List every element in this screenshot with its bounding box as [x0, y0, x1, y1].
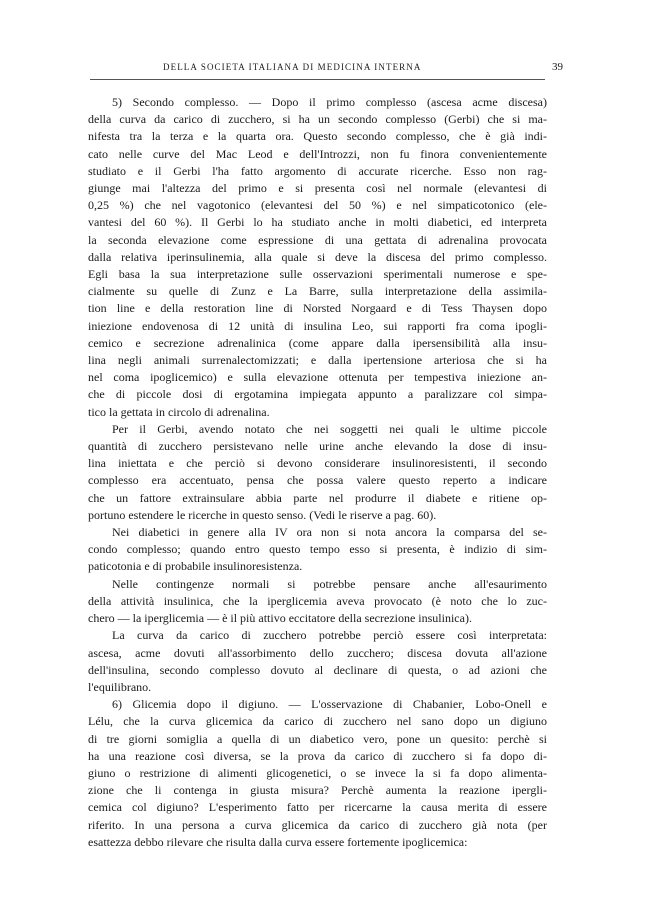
- text-line: lina iniettata e che perciò si devono considerare insulinoresistenti, il secondo: [88, 456, 547, 471]
- text-line: che di piccole dosi di ergotamina impiegata appunto a paralizzare col simpa-: [88, 387, 547, 402]
- text-line: Egli basa la sua interpretazione sulle osservazioni sperimentali numerose e spe-: [88, 267, 547, 282]
- running-head-title: DELLA SOCIETA ITALIANA DI MEDICINA INTERNA: [163, 62, 422, 72]
- text-line: complesso era accentuato, pensa che possa valere questo reperto a indicare: [88, 473, 547, 488]
- text-line: della attività insulinica, che la iperglicemia aveva provocato (è noto che lo zuc-: [88, 593, 547, 608]
- text-line: la seconda elevazione come espressione di una gettata di adrenalina provocata: [88, 232, 547, 247]
- paragraph: [88, 576, 547, 628]
- body-text: [88, 94, 547, 851]
- text-line: Lélu, che la curva glicemica da carico di zucchero nel sano dopo un digiuno: [88, 714, 547, 729]
- text-line: lina negli animali surrenalectomizzati; e dalla ipertensione arteriosa che si ha: [88, 353, 547, 368]
- text-line: chero — la iperglicemia — è il più attivo eccitatore della secrezione insulinica).: [88, 611, 472, 626]
- paragraph: [88, 627, 547, 696]
- paragraph: [88, 421, 547, 524]
- text-line: l'equilibrano.: [88, 679, 152, 694]
- text-line: portuno estendere le ricerche in questo senso. (Vedi le riserve a pag. 60).: [88, 507, 437, 522]
- text-line: nel coma ipoglicemico) e sulla elevazione ottenuta per tempestiva iniezione an-: [88, 370, 547, 385]
- text-line: di tre giorni somiglia a quella di un diabetico vero, pone un quesito: perchè si: [88, 731, 547, 746]
- text-line: paticotonia e di probabile insulinoresistenza.: [88, 559, 303, 574]
- text-line: studiato e il Gerbi l'ha fatto argomento di accurate ricerche. Esso non rag-: [88, 163, 547, 178]
- text-line: cato nelle curve del Mac Leod e dell'Introzzi, non fu finora convenientemente: [88, 146, 547, 161]
- text-line: tico la gettata in circolo di adrenalina.: [88, 404, 270, 419]
- text-line: dalla relativa iperinsulinemia, alla quale si deve la discesa del primo complesso.: [88, 249, 547, 264]
- text-line: tion line e della restoration line di Norsted Norgaard e di Tess Thaysen dopo: [88, 301, 547, 316]
- text-line: La curva da carico di zucchero potrebbe perciò essere così interpretata:: [112, 628, 547, 643]
- text-line: giunge mai l'altezza del primo e si presenta così nel normale (elevantesi di: [88, 181, 547, 196]
- text-line: Nei diabetici in genere alla IV ora non si nota ancora la comparsa del se-: [112, 525, 547, 540]
- paragraph: [88, 524, 547, 576]
- text-line: della curva da carico di zucchero, si ha un secondo complesso (Gerbi) che si ma-: [88, 112, 547, 127]
- text-line: che un fattore extrainsulare abbia parte nel produrre il diabete e ritiene op-: [88, 490, 547, 505]
- text-line: iniezione endovenosa di 12 unità di insulina Leo, sui rapporti fra coma ipogli-: [88, 318, 547, 333]
- text-line: riferito. In una persona a curva glicemica da carico di zucchero già nota (per: [88, 817, 547, 832]
- text-line: 0,25 %) che nel vagotonico (elevantesi del 50 %) e nel simpaticotonico (ele-: [88, 198, 547, 213]
- text-line: Per il Gerbi, avendo notato che nei soggetti nei quali le ultime piccole: [112, 421, 547, 436]
- running-head: [163, 62, 563, 76]
- text-line: 5) Secondo complesso. — Dopo il primo complesso (ascesa acme discesa): [112, 95, 547, 109]
- text-line: nifesta tra la terza e la quarta ora. Questo secondo complesso, che è già indi-: [88, 129, 547, 144]
- text-line: cemica col digiuno? L'esperimento fatto per ricercarne la causa merita di essere: [88, 800, 547, 815]
- text-line: giuno o restrizione di alimenti glicogenetici, o se invece la si fa dopo alimenta-: [88, 765, 547, 780]
- text-line: cialmente su quelle di Zunz e La Barre, sulla interpretazione della assimila-: [88, 284, 547, 299]
- text-line: 6) Glicemia dopo il digiuno. — L'osservazione di Chabanier, Lobo-Onell e: [112, 697, 547, 712]
- paragraph: [88, 94, 547, 421]
- text-line: zione che li contenga in giusta misura? Perchè aumenta la reazione ipergli-: [88, 783, 547, 798]
- text-line: ascesa, acme dovuti all'assorbimento dello zucchero; discesa dovuta all'azione: [88, 645, 547, 660]
- text-line: condo complesso; quando entro questo tempo esso si presenta, è indizio di sim-: [88, 542, 547, 557]
- page-number: 39: [552, 61, 563, 73]
- text-line: dell'insulina, secondo complesso dovuto al declinare di questa, o ad azioni che: [88, 662, 547, 677]
- header-rule: [90, 79, 545, 80]
- text-line: ha una reazione così diversa, se la prova da carico di zucchero si fa dopo di-: [88, 748, 547, 763]
- text-line: cemico e secrezione adrenalinica (come appare dalla ipersensibilità alla insu-: [88, 335, 547, 350]
- text-line: vantesi del 60 %). Il Gerbi lo ha studiato anche in molti diabetici, ed interpreta: [88, 215, 547, 230]
- text-line: esattezza debbo rilevare che risulta dalla curva essere fortemente ipoglicemica:: [88, 834, 468, 849]
- text-line: Nelle contingenze normali si potrebbe pensare anche all'esaurimento: [112, 576, 547, 591]
- paragraph: [88, 696, 547, 851]
- text-line: quantità di zucchero persistevano nelle urine anche elevando la dose di insu-: [88, 439, 547, 454]
